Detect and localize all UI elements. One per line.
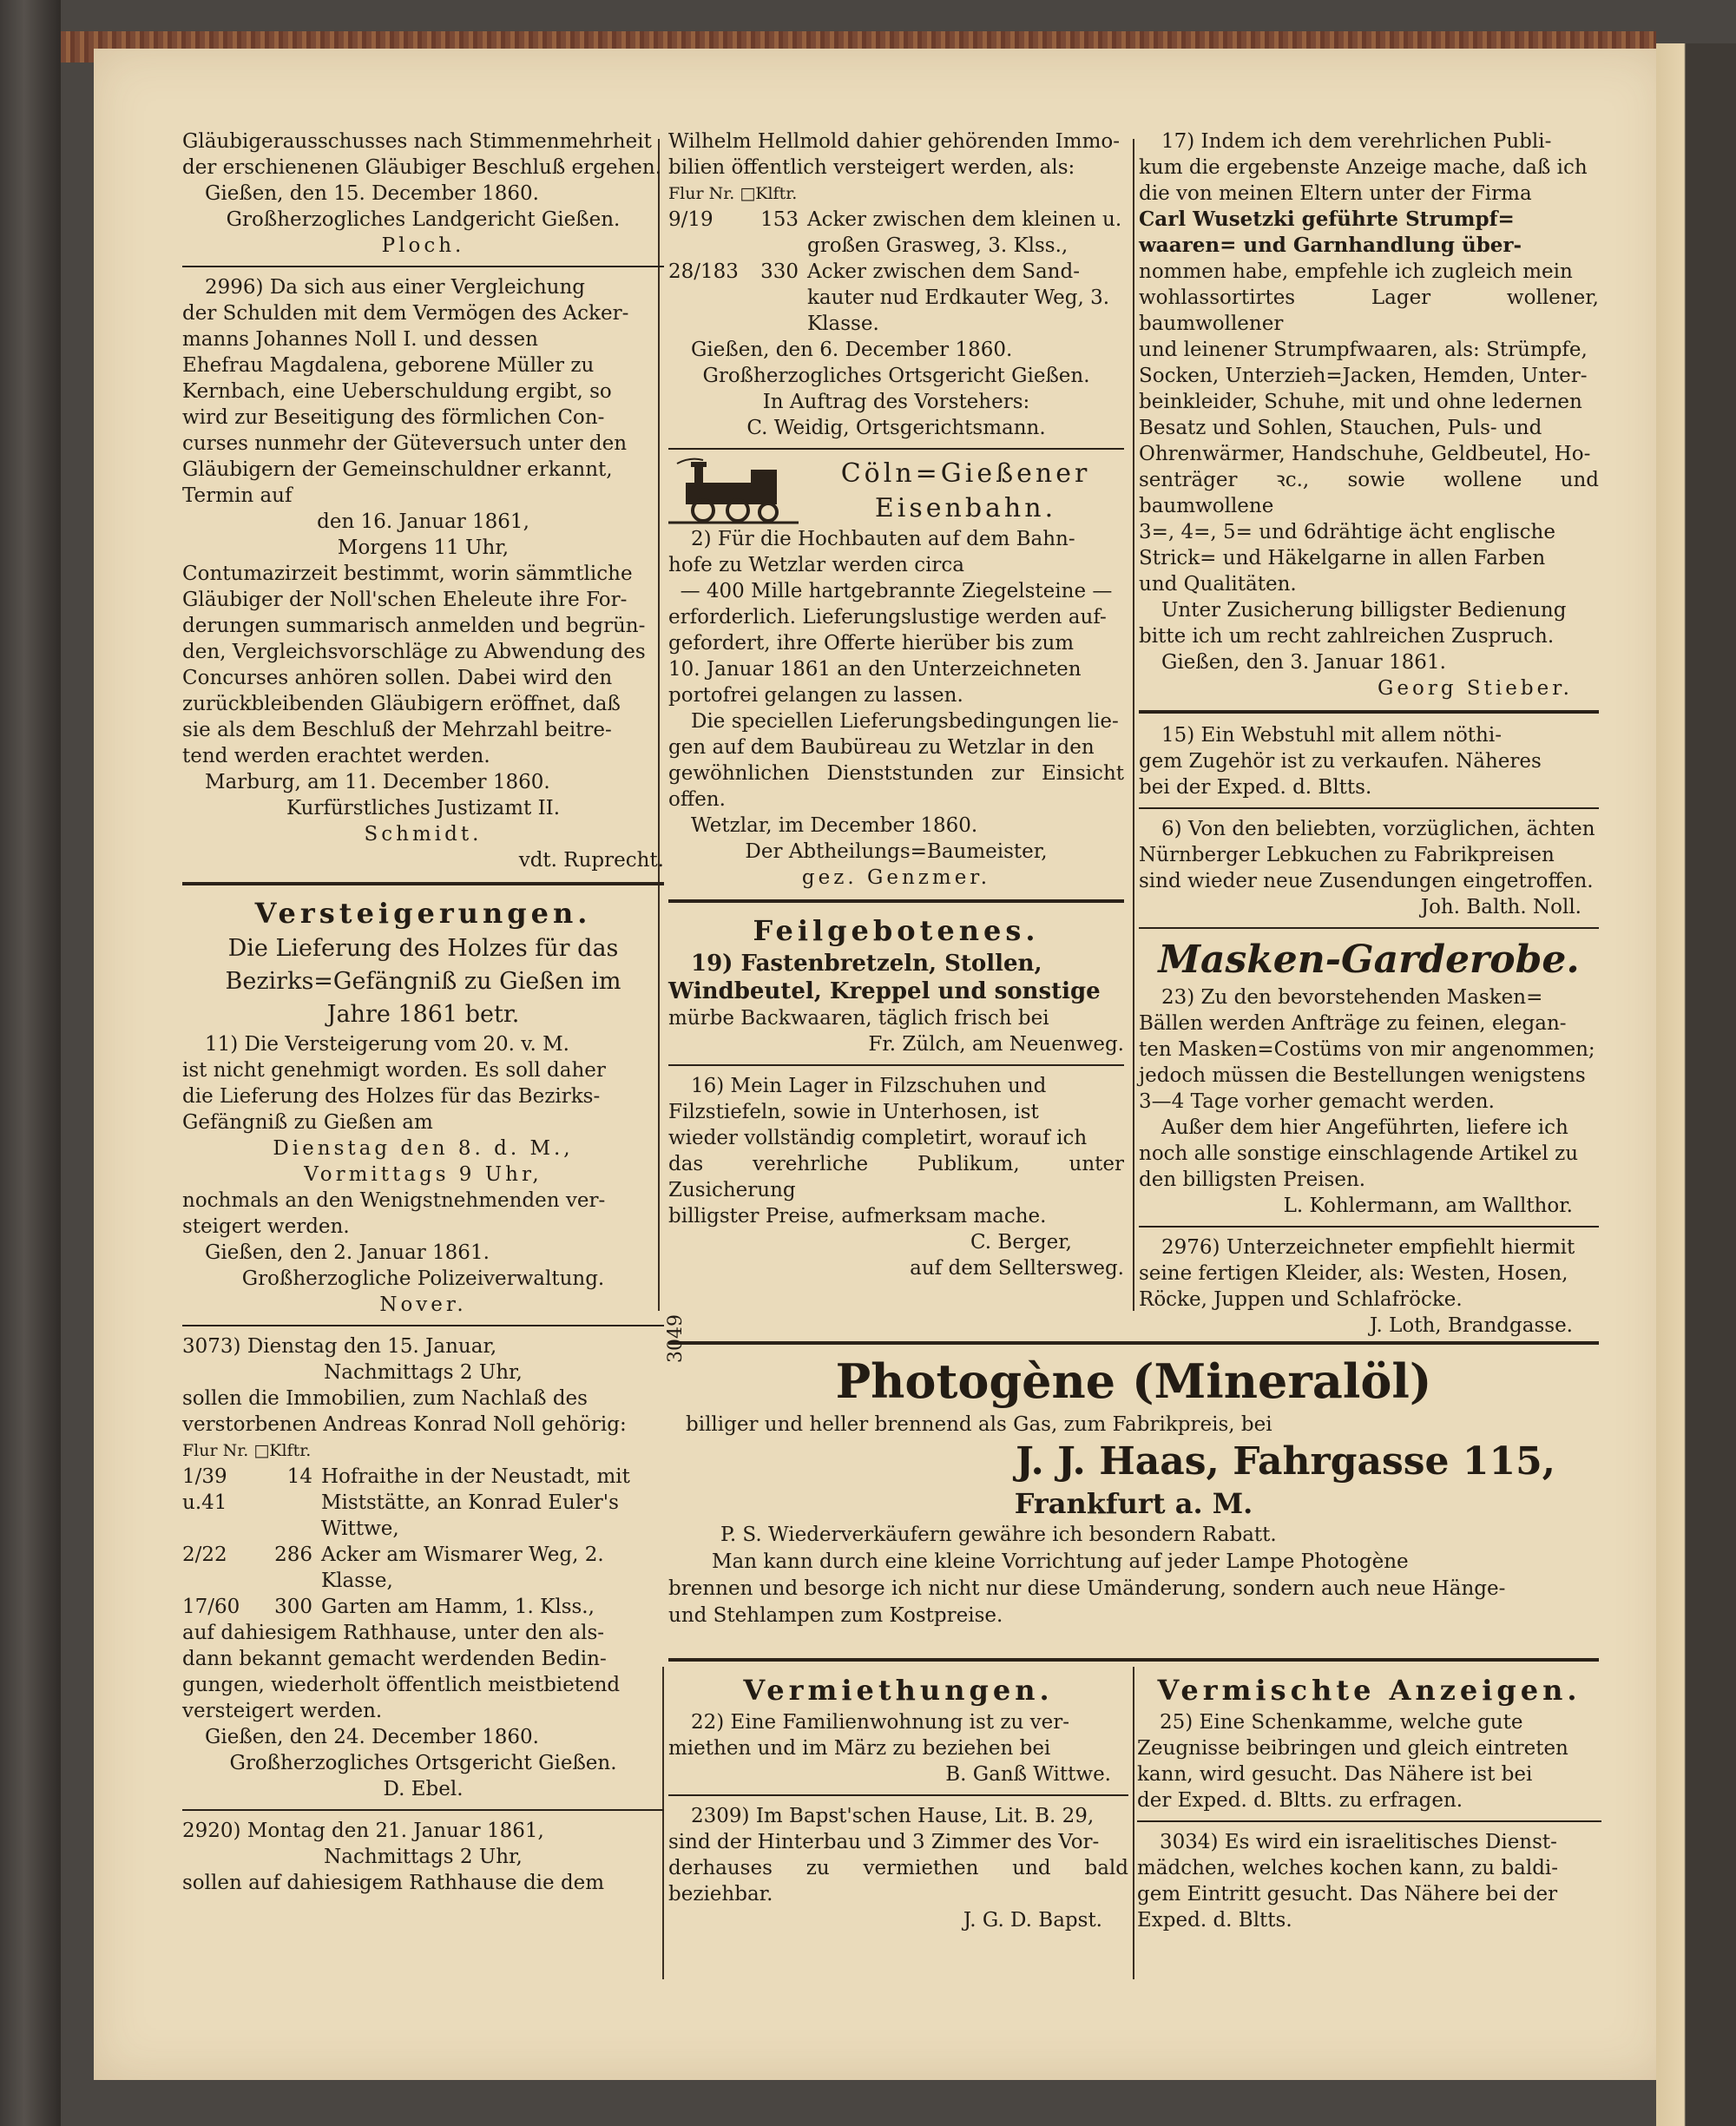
text-line: beinkleider, Schuhe, mit und ohne ledernen xyxy=(1139,391,1582,413)
text-line: brennen und besorge ich nicht nur diese Umänderung, sondern auch neue Hänge- xyxy=(668,1577,1506,1600)
text-line: Außer dem hier Angeführten, liefere ich xyxy=(1161,1116,1568,1139)
text-line: 3=, 4=, 5= und 6drähtige ächt englische xyxy=(1139,521,1555,543)
plot-row xyxy=(182,1542,664,1594)
signature: J. Loth, Brandgasse. xyxy=(1370,1314,1573,1337)
locomotive-icon xyxy=(668,457,799,526)
signature: C. Berger, xyxy=(970,1231,1072,1254)
text-line: Vormittags 9 Uhr, xyxy=(304,1163,542,1186)
section-heading: Vermiethungen. xyxy=(743,1674,1054,1707)
text-line: P. S. Wiederverkäufern gewähre ich besondern Rabatt. xyxy=(720,1524,1277,1546)
text-line: Gießen, den 3. Januar 1861. xyxy=(1161,651,1446,674)
text-line: Socken, Unterzieh=Jacken, Hemden, Unter- xyxy=(1139,365,1588,387)
plot-description: Hofraithe in der Neustadt, mit Miststätte, an Konrad Euler's Wittwe, xyxy=(321,1465,630,1540)
text-line: Windbeutel, Kreppel und sonstige xyxy=(668,978,1101,1004)
text-line: 2976) Unterzeichneter empfiehlt hiermit xyxy=(1161,1236,1575,1259)
ad-number: 3049 xyxy=(665,1314,687,1363)
text-line: Dienstag den 8. d. M., xyxy=(273,1137,574,1160)
text-line: sind wieder neue Zusendungen eingetroffen. xyxy=(1139,870,1594,892)
text-line: 17) Indem ich dem verehrlichen Publi- xyxy=(1161,130,1552,153)
text-line: Bällen werden Anfträge zu feinen, elegan- xyxy=(1139,1012,1567,1035)
ad-title: Photogène (Mineralöl) xyxy=(835,1353,1432,1409)
text-line: Gießen, den 2. Januar 1861. xyxy=(205,1241,490,1264)
text-line: sie als dem Beschluß der Mehrzahl beitre- xyxy=(182,719,612,741)
plot-area: 14 xyxy=(286,1465,312,1488)
plot-area: 286 xyxy=(274,1543,312,1566)
text-line: Gefängniß zu Gießen am xyxy=(182,1111,433,1134)
text-line: tend werden erachtet werden. xyxy=(182,745,490,767)
plot-row xyxy=(668,207,1124,259)
text-line: 3073) Dienstag den 15. Januar, xyxy=(182,1335,497,1358)
text-line: Ehefrau Magdalena, geborene Müller zu xyxy=(182,354,595,377)
signature: C. Weidig, Ortsgerichtsmann. xyxy=(746,417,1046,439)
text-line: Zeugnisse beibringen und gleich eintreten xyxy=(1137,1737,1568,1760)
text-line: gen auf dem Baubüreau zu Wetzlar in den xyxy=(668,736,1095,759)
text-line: 22) Eine Familienwohnung ist zu ver- xyxy=(691,1711,1069,1734)
text-line: bilien öffentlich versteigert werden, als: xyxy=(668,156,1075,179)
text-line: mädchen, welches kochen kann, zu baldi- xyxy=(1137,1857,1559,1879)
text-line: Gießen, den 6. December 1860. xyxy=(691,339,1013,361)
text-line: versteigert werden. xyxy=(182,1700,383,1722)
text-line: Die Lieferung des Holzes für das xyxy=(227,935,619,962)
text-line: steigert werden. xyxy=(182,1215,350,1238)
section-heading: Versteigerungen. xyxy=(254,897,592,930)
text-line: und Stehlampen zum Kostpreise. xyxy=(668,1604,1003,1627)
text-line: seine fertigen Kleider, als: Westen, Hosen, xyxy=(1139,1262,1568,1285)
rentals-section xyxy=(668,1671,1128,1933)
railway-title: Eisenbahn. xyxy=(874,493,1057,523)
text-line: nommen habe, empfehle ich zugleich mein xyxy=(1139,260,1573,283)
column-left xyxy=(182,128,664,1896)
divider xyxy=(1139,927,1599,929)
text-line: Wilhelm Hellmold dahier gehörenden Immo- xyxy=(668,130,1120,153)
text-line: 23) Zu den bevorstehenden Masken= xyxy=(1161,986,1543,1009)
text-line: miethen und im März zu beziehen bei xyxy=(668,1737,1051,1760)
signature: Georg Stieber. xyxy=(1378,677,1573,700)
text-line: 2309) Im Bapst'schen Hause, Lit. B. 29, xyxy=(691,1805,1095,1827)
plot-description: Acker zwischen dem Sand-kauter nud Erdkauter Weg, 3. Klasse. xyxy=(807,260,1110,335)
text-line: den 16. Januar 1861, xyxy=(317,510,529,533)
divider xyxy=(182,266,664,267)
text-line: erforderlich. Lieferungslustige werden auf- xyxy=(668,606,1107,629)
plot-area: 153 xyxy=(760,208,799,231)
plot-area: 300 xyxy=(274,1596,312,1618)
text-line: der erschienenen Gläubiger Beschluß ergehen. xyxy=(182,156,661,179)
plot-table-header: Flur Nr. □Klftr. xyxy=(182,1441,312,1460)
text-line: derungen summarisch anmelden und begrün- xyxy=(182,615,646,637)
text-line: Gläubigern der Gemeinschuldner erkannt, xyxy=(182,458,613,481)
signature: gez. Genzmer. xyxy=(801,866,991,889)
text-line: der Schulden mit dem Vermögen des Acker- xyxy=(182,302,629,325)
text-line: Strick= und Häkelgarne in allen Farben xyxy=(1139,547,1546,569)
text-line: Nürnberger Lebkuchen zu Fabrikpreisen xyxy=(1139,844,1555,866)
divider xyxy=(1137,1820,1601,1822)
text-line: billiger und heller brennend als Gas, zum Fabrikpreis, bei xyxy=(686,1413,1272,1436)
signature: B. Ganß Wittwe. xyxy=(945,1763,1111,1786)
text-line: Großherzogliches Ortsgericht Gießen. xyxy=(702,365,1090,387)
text-line: Wetzlar, im December 1860. xyxy=(691,814,978,837)
divider xyxy=(668,1658,1599,1662)
text-line: den billigsten Preisen. xyxy=(1139,1168,1366,1191)
text-line: Concurses anhören sollen. Dabei wird den xyxy=(182,667,613,689)
text-line: Großherzogliches Landgericht Gießen. xyxy=(226,208,621,231)
divider xyxy=(668,1341,1599,1345)
divider xyxy=(668,1064,1124,1066)
text-line: sind der Hinterbau und 3 Zimmer des Vor- xyxy=(668,1831,1100,1853)
railway-header xyxy=(668,457,1124,526)
text-line: Morgens 11 Uhr, xyxy=(337,536,510,559)
text-line: Großherzogliche Polizeiverwaltung. xyxy=(241,1267,605,1290)
text-line: Gläubigerausschusses nach Stimmenmehrheit xyxy=(182,130,652,153)
plot-number: 2/22 xyxy=(182,1543,227,1566)
text-line: und leinener Strumpfwaaren, als: Strümpfe, xyxy=(1139,339,1588,361)
section-heading: Feilgebotenes. xyxy=(753,914,1040,947)
text-line: noch alle sonstige einschlagende Artikel zu xyxy=(1139,1142,1579,1165)
column-rule-2 xyxy=(1133,139,1134,1311)
text-line: In Auftrag des Vorstehers: xyxy=(762,391,1030,413)
text-line: Carl Wusetzki geführte Strumpf= xyxy=(1139,207,1515,231)
text-line: 2996) Da sich aus einer Vergleichung xyxy=(205,276,585,299)
text-line: derhauses zu vermiethen und bald beziehbar. xyxy=(668,1857,1128,1906)
signature: L. Kohlermann, am Wallthor. xyxy=(1283,1195,1573,1217)
signature: vdt. Ruprecht. xyxy=(518,849,664,872)
text-line: Jahre 1861 betr. xyxy=(326,1001,520,1028)
plot-description: Acker am Wismarer Weg, 2. Klasse, xyxy=(321,1543,604,1592)
text-line: wohlassortirtes Lager wollener, baumwollener xyxy=(1139,286,1599,335)
misc-ads-section xyxy=(1137,1671,1601,1933)
text-line: hofe zu Wetzlar werden circa xyxy=(668,554,965,576)
text-line: 3034) Es wird ein israelitisches Dienst- xyxy=(1160,1831,1557,1853)
text-line: zurückbleibenden Gläubigern eröffnet, daß xyxy=(182,693,621,715)
plot-row xyxy=(182,1594,664,1620)
text-line: sollen auf dahiesigem Rathhause die dem xyxy=(182,1872,605,1894)
text-line: Gießen, den 15. December 1860. xyxy=(205,182,539,205)
text-line: wieder vollständig completirt, worauf ich xyxy=(668,1127,1088,1149)
text-line: Man kann durch eine kleine Vorrichtung auf jeder Lampe Photogène xyxy=(712,1550,1409,1573)
text-line: wird zur Beseitigung des förmlichen Con- xyxy=(182,406,605,429)
text-line: dann bekannt gemacht werdenden Bedin- xyxy=(182,1648,607,1670)
text-line: mürbe Backwaaren, täglich frisch bei xyxy=(668,1007,1049,1030)
signature: Fr. Zülch, am Neuenweg. xyxy=(868,1033,1124,1056)
plot-number: 17/60 xyxy=(182,1596,240,1618)
text-line: das verehrliche Publikum, unter Zusicherung xyxy=(668,1153,1124,1201)
text-line: Kernbach, eine Ueberschuldung ergibt, so xyxy=(182,380,612,403)
divider xyxy=(668,1794,1128,1796)
divider xyxy=(1139,710,1599,714)
text-line: 10. Januar 1861 an den Unterzeichneten xyxy=(668,658,1082,681)
text-line: 19) Fastenbretzeln, Stollen, xyxy=(691,951,1042,977)
text-line: ist nicht genehmigt worden. Es soll daher xyxy=(182,1059,606,1082)
page-right-edge xyxy=(1656,43,1736,2126)
text-line: Filzstiefeln, sowie in Unterhosen, ist xyxy=(668,1101,1039,1123)
text-line: 2) Für die Hochbauten auf dem Bahn- xyxy=(691,528,1075,550)
book-binding-left xyxy=(0,0,61,2126)
railway-title: Cöln=Gießener xyxy=(840,458,1091,489)
merchant-name: J. J. Haas, Fahrgasse 115, xyxy=(1016,1439,1555,1484)
text-line: 2920) Montag den 21. Januar 1861, xyxy=(182,1820,544,1842)
text-line: Besatz und Sohlen, Stauchen, Puls- und xyxy=(1139,417,1542,439)
text-line: kann, wird gesucht. Das Nähere ist bei xyxy=(1137,1763,1533,1786)
text-line: der Exped. d. Bltts. zu erfragen. xyxy=(1137,1789,1463,1812)
text-line: den, Vergleichsvorschläge zu Abwendung des xyxy=(182,641,646,663)
text-line: kum die ergebenste Anzeige mache, daß ich xyxy=(1139,156,1588,179)
signature: Nover. xyxy=(379,1293,467,1316)
text-line: gem Zugehör ist zu verkaufen. Näheres xyxy=(1139,750,1542,773)
text-line: Gläubiger der Noll'schen Eheleute ihre For- xyxy=(182,589,628,611)
text-line: senträger ꝛc., sowie wollene und baumwollene xyxy=(1139,469,1599,517)
plot-number: 1/39 u.41 xyxy=(182,1465,227,1514)
text-line: und Qualitäten. xyxy=(1139,573,1297,596)
masken-title: Masken-Garderobe. xyxy=(1158,938,1580,982)
text-line: billigster Preise, aufmerksam mache. xyxy=(668,1205,1047,1228)
signature: Schmidt. xyxy=(364,823,483,846)
text-line: Unter Zusicherung billigster Bedienung xyxy=(1161,599,1567,622)
plot-row xyxy=(182,1464,664,1542)
text-line: Die speciellen Lieferungsbedingungen lie- xyxy=(691,710,1119,733)
section-heading: Vermischte Anzeigen. xyxy=(1157,1674,1581,1707)
divider xyxy=(1139,1226,1599,1228)
text-line: Nachmittags 2 Uhr, xyxy=(324,1846,523,1868)
divider xyxy=(668,899,1124,903)
divider xyxy=(182,1325,664,1326)
text-line: die von meinen Eltern unter der Firma xyxy=(1139,182,1532,205)
signature: J. G. D. Bapst. xyxy=(963,1909,1102,1932)
text-line: jedoch müssen die Bestellungen wenigstens xyxy=(1139,1064,1586,1087)
text-line: bitte ich um recht zahlreichen Zuspruch. xyxy=(1139,625,1555,648)
text-line: Exped. d. Bltts. xyxy=(1137,1909,1292,1932)
text-line: Kurfürstliches Justizamt II. xyxy=(286,797,561,819)
text-line: verstorbenen Andreas Konrad Noll gehörig: xyxy=(182,1413,627,1436)
text-line: 25) Eine Schenkamme, welche gute xyxy=(1160,1711,1523,1734)
text-line: gem Eintritt gesucht. Das Nähere bei der xyxy=(1137,1883,1558,1906)
text-line: Großherzogliches Ortsgericht Gießen. xyxy=(229,1752,617,1774)
text-line: 15) Ein Webstuhl mit allem nöthi- xyxy=(1161,724,1502,747)
text-line: 3—4 Tage vorher gemacht werden. xyxy=(1139,1090,1495,1113)
text-line: ten Masken=Costüms von mir angenommen; xyxy=(1139,1038,1595,1061)
text-line: 11) Die Versteigerung vom 20. v. M. xyxy=(205,1033,569,1056)
signature: Joh. Balth. Noll. xyxy=(1420,896,1581,918)
text-line: manns Johannes Noll I. und dessen xyxy=(182,328,538,351)
plot-area: 330 xyxy=(760,260,799,283)
text-line: Termin auf xyxy=(182,484,293,507)
text-line: portofrei gelangen zu lassen. xyxy=(668,684,963,707)
text-line: gungen, wiederholt öffentlich meistbietend xyxy=(182,1674,621,1696)
text-line: auf dahiesigem Rathhause, unter den als- xyxy=(182,1622,605,1644)
text-line: Contumazirzeit bestimmt, worin sämmtliche xyxy=(182,563,633,585)
text-line: Röcke, Juppen und Schlafröcke. xyxy=(1139,1288,1463,1311)
merchant-city: Frankfurt a. M. xyxy=(1014,1487,1253,1520)
text-line: nochmals an den Wenigstnehmenden ver- xyxy=(182,1189,606,1212)
text-line: Nachmittags 2 Uhr, xyxy=(324,1361,523,1384)
text-line: Gießen, den 24. December 1860. xyxy=(205,1726,539,1748)
plot-description: Garten am Hamm, 1. Klss., xyxy=(321,1596,595,1618)
text-line: waaren= und Garnhandlung über- xyxy=(1139,234,1522,257)
text-line: gewöhnlichen Dienststunden zur Einsicht offen. xyxy=(668,762,1124,811)
plot-number: 9/19 xyxy=(668,208,713,231)
text-line: die Lieferung des Holzes für das Bezirks- xyxy=(182,1085,601,1108)
signature: D. Ebel. xyxy=(383,1778,464,1800)
divider xyxy=(1139,807,1599,809)
text-line: — 400 Mille hartgebrannte Ziegelsteine — xyxy=(680,580,1113,602)
text-line: Ohrenwärmer, Handschuhe, Geldbeutel, Ho- xyxy=(1139,443,1591,465)
plot-number: 28/183 xyxy=(668,260,739,283)
column-rule-4 xyxy=(1133,1667,1134,1979)
divider xyxy=(182,1809,664,1811)
signature: Ploch. xyxy=(381,234,465,257)
text-line: Der Abtheilungs=Baumeister, xyxy=(745,840,1048,863)
plot-row xyxy=(668,259,1124,337)
divider xyxy=(668,448,1124,450)
text-line: Marburg, am 11. December 1860. xyxy=(205,771,550,793)
text-line: auf dem Selltersweg. xyxy=(910,1257,1124,1280)
text-line: bei der Exped. d. Bltts. xyxy=(1139,776,1372,799)
plot-table-header: Flur Nr. □Klftr. xyxy=(668,184,798,203)
text-line: 16) Mein Lager in Filzschuhen und xyxy=(691,1075,1047,1097)
text-line: gefordert, ihre Offerte hierüber bis zum xyxy=(668,632,1075,655)
divider xyxy=(182,882,664,885)
text-line: Bezirks=Gefängniß zu Gießen im xyxy=(225,968,621,995)
text-line: curses nunmehr der Güteversuch unter den xyxy=(182,432,628,455)
text-line: sollen die Immobilien, zum Nachlaß des xyxy=(182,1387,588,1410)
text-line: 6) Von den beliebten, vorzüglichen, ächten xyxy=(1161,818,1595,840)
plot-description: Acker zwischen dem kleinen u. großen Grasweg, 3. Klss., xyxy=(807,208,1122,257)
column-right xyxy=(1139,128,1599,1339)
column-middle xyxy=(668,128,1124,1281)
